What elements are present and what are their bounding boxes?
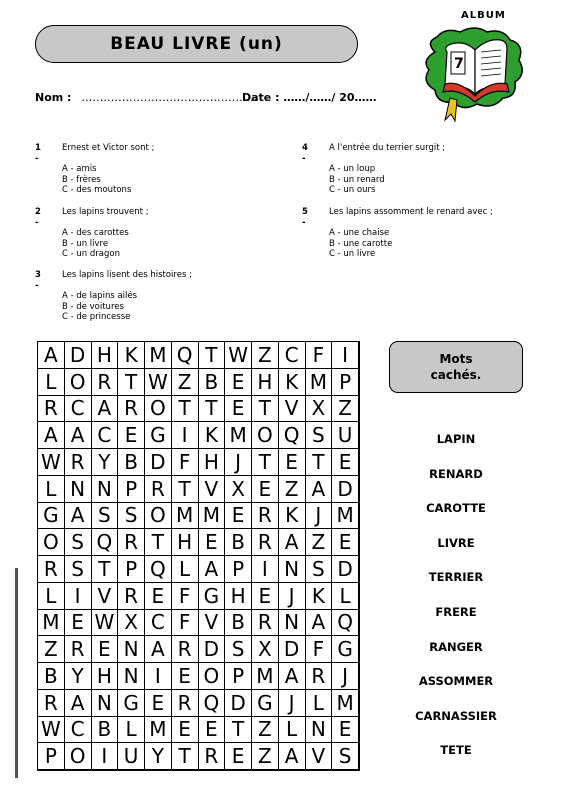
grid-cell[interactable]: E — [332, 717, 359, 744]
grid-cell[interactable]: D — [145, 449, 172, 476]
name-dots: ………………………………………… — [81, 91, 258, 104]
answer-option: A - un loup — [329, 164, 376, 174]
grid-cell[interactable]: L — [38, 476, 65, 503]
hidden-word: TERRIER — [428, 570, 484, 585]
grid-cell[interactable]: L — [306, 690, 333, 717]
grid-cell[interactable]: W — [38, 717, 65, 744]
grid-cell[interactable]: I — [172, 422, 199, 449]
answer-option: C - un dragon — [62, 249, 120, 259]
grid-cell[interactable]: R — [38, 690, 65, 717]
grid-cell[interactable]: Z — [252, 342, 279, 369]
grid-cell[interactable]: F — [306, 636, 333, 663]
grid-cell[interactable]: R — [199, 743, 226, 770]
answer-option: A - amis — [62, 164, 97, 174]
grid-cell[interactable]: P — [118, 556, 145, 583]
grid-cell[interactable]: X — [118, 610, 145, 637]
grid-cell[interactable]: S — [332, 743, 359, 770]
grid-cell[interactable]: T — [145, 529, 172, 556]
answer-option: C - un livre — [329, 249, 376, 259]
grid-cell[interactable]: Z — [252, 743, 279, 770]
hidden-word: LAPIN — [436, 432, 476, 446]
grid-cell[interactable]: R — [252, 503, 279, 530]
answer-option: C - de princesse — [62, 312, 131, 322]
grid-cell[interactable]: Y — [92, 449, 119, 476]
answer-option: C - un ours — [329, 185, 376, 195]
grid-cell[interactable]: V — [279, 396, 306, 423]
question-text: Ernest et Victor sont ; — [62, 143, 155, 153]
grid-cell[interactable]: M — [252, 663, 279, 690]
grid-cell[interactable]: E — [252, 583, 279, 610]
grid-cell[interactable]: H — [252, 369, 279, 396]
grid-cell[interactable]: H — [199, 449, 226, 476]
grid-cell[interactable]: T — [172, 396, 199, 423]
grid-cell[interactable]: O — [145, 503, 172, 530]
grid-cell[interactable]: A — [279, 663, 306, 690]
grid-cell[interactable]: R — [38, 556, 65, 583]
grid-cell[interactable]: W — [225, 342, 252, 369]
grid-cell[interactable]: X — [225, 476, 252, 503]
grid-cell[interactable]: A — [199, 556, 226, 583]
answer-option: A - de lapins ailés — [62, 291, 138, 301]
grid-cell[interactable]: G — [252, 690, 279, 717]
grid-cell[interactable]: M — [306, 369, 333, 396]
grid-cell[interactable]: M — [38, 610, 65, 637]
grid-cell[interactable]: I — [332, 342, 359, 369]
grid-cell[interactable]: I — [92, 743, 119, 770]
hidden-word: CARNASSIER — [415, 708, 497, 723]
grid-cell[interactable]: B — [225, 529, 252, 556]
grid-cell[interactable]: R — [118, 583, 145, 610]
grid-cell[interactable]: J — [279, 583, 306, 610]
grid-cell[interactable]: E — [332, 529, 359, 556]
grid-cell[interactable]: R — [306, 663, 333, 690]
grid-cell[interactable]: R — [92, 369, 119, 396]
grid-cell[interactable]: S — [92, 503, 119, 530]
answer-option: B - un renard — [329, 174, 385, 185]
hidden-word: FRERE — [435, 604, 477, 619]
grid-cell[interactable]: X — [306, 396, 333, 423]
grid-cell[interactable]: A — [279, 743, 306, 770]
grid-cell[interactable]: Z — [38, 636, 65, 663]
grid-cell[interactable]: A — [38, 422, 65, 449]
answer-option: B - un livre — [62, 238, 109, 249]
grid-cell[interactable]: N — [92, 476, 119, 503]
grid-cell[interactable]: L — [172, 556, 199, 583]
grid-cell[interactable]: V — [199, 476, 226, 503]
grid-cell[interactable]: B — [199, 369, 226, 396]
grid-cell[interactable]: V — [199, 610, 226, 637]
grid-cell[interactable]: T — [252, 449, 279, 476]
hidden-word: LIVRE — [437, 535, 475, 550]
hidden-word: RENARD — [429, 466, 483, 481]
grid-cell[interactable]: A — [65, 503, 92, 530]
grid-cell[interactable]: Z — [279, 476, 306, 503]
answer-option: A - des carottes — [62, 228, 129, 238]
grid-cell[interactable]: S — [306, 556, 333, 583]
grid-cell[interactable]: N — [118, 636, 145, 663]
grid-cell[interactable]: F — [172, 610, 199, 637]
grid-cell[interactable]: E — [145, 583, 172, 610]
grid-cell[interactable]: E — [332, 449, 359, 476]
grid-cell[interactable]: A — [65, 422, 92, 449]
grid-cell[interactable]: T — [172, 743, 199, 770]
grid-cell[interactable]: J — [332, 663, 359, 690]
grid-cell[interactable]: R — [65, 636, 92, 663]
album-label: ALBUM — [461, 10, 506, 21]
grid-cell[interactable]: Y — [145, 743, 172, 770]
grid-cell[interactable]: C — [65, 717, 92, 744]
grid-cell[interactable]: C — [92, 422, 119, 449]
grid-cell[interactable]: D — [199, 636, 226, 663]
album-logo — [415, 8, 535, 133]
grid-cell[interactable]: Q — [199, 690, 226, 717]
grid-cell[interactable]: X — [252, 636, 279, 663]
hidden-word: RANGER — [429, 639, 483, 654]
hidden-word: CAROTTE — [426, 501, 486, 516]
name-field — [35, 91, 257, 104]
grid-cell[interactable]: F — [172, 449, 199, 476]
grid-cell[interactable]: D — [225, 690, 252, 717]
grid-cell[interactable]: E — [225, 369, 252, 396]
grid-cell[interactable]: G — [145, 422, 172, 449]
mots-title-line1: Mots — [439, 352, 473, 366]
grid-cell[interactable]: W — [38, 449, 65, 476]
grid-cell[interactable]: O — [38, 529, 65, 556]
grid-cell[interactable]: A — [306, 476, 333, 503]
grid-cell[interactable]: C — [145, 610, 172, 637]
grid-cell[interactable]: K — [118, 342, 145, 369]
grid-cell[interactable]: K — [279, 369, 306, 396]
grid-cell[interactable]: B — [92, 717, 119, 744]
name-label: Nom : — [35, 91, 72, 104]
question-text: Les lapins lisent des histoires ; — [62, 270, 192, 280]
grid-cell[interactable]: H — [92, 342, 119, 369]
grid-cell[interactable]: W — [145, 369, 172, 396]
grid-cell[interactable]: M — [145, 342, 172, 369]
grid-cell[interactable]: D — [279, 636, 306, 663]
grid-cell[interactable]: C — [279, 342, 306, 369]
grid-cell[interactable]: E — [252, 476, 279, 503]
grid-cell[interactable]: S — [65, 529, 92, 556]
grid-cell[interactable]: F — [172, 583, 199, 610]
grid-cell[interactable]: E — [225, 743, 252, 770]
grid-cell[interactable]: T — [118, 369, 145, 396]
grid-cell[interactable]: R — [118, 396, 145, 423]
grid-cell[interactable]: U — [118, 743, 145, 770]
grid-cell[interactable]: P — [38, 743, 65, 770]
grid-cell[interactable]: L — [332, 583, 359, 610]
grid-cell[interactable]: I — [252, 556, 279, 583]
grid-cell[interactable]: T — [306, 449, 333, 476]
grid-cell[interactable]: Z — [332, 396, 359, 423]
question-number: 4 - — [302, 143, 308, 164]
grid-cell[interactable]: R — [65, 449, 92, 476]
grid-cell[interactable]: G — [118, 690, 145, 717]
grid-cell[interactable]: J — [225, 449, 252, 476]
grid-cell[interactable]: O — [199, 663, 226, 690]
grid-cell[interactable]: A — [65, 690, 92, 717]
svg-text:7: 7 — [454, 56, 464, 72]
grid-cell[interactable]: L — [118, 717, 145, 744]
grid-cell[interactable]: E — [225, 396, 252, 423]
grid-cell[interactable]: W — [92, 610, 119, 637]
grid-cell[interactable]: V — [306, 743, 333, 770]
grid-cell[interactable]: R — [172, 636, 199, 663]
grid-cell[interactable]: S — [225, 636, 252, 663]
grid-cell[interactable]: Q — [172, 342, 199, 369]
grid-cell[interactable]: N — [92, 690, 119, 717]
question-text: Les lapins assomment le renard avec ; — [329, 207, 493, 217]
grid-cell[interactable]: M — [199, 503, 226, 530]
grid-cell[interactable]: Q — [92, 529, 119, 556]
grid-cell[interactable]: U — [332, 422, 359, 449]
grid-cell[interactable]: L — [38, 583, 65, 610]
grid-cell[interactable]: N — [279, 556, 306, 583]
grid-cell[interactable]: N — [118, 663, 145, 690]
grid-cell[interactable]: E — [92, 636, 119, 663]
grid-cell[interactable]: Z — [252, 717, 279, 744]
page-title: BEAU LIVRE (un) — [35, 25, 358, 63]
grid-cell[interactable]: K — [306, 583, 333, 610]
grid-cell[interactable]: E — [145, 690, 172, 717]
grid-cell[interactable]: M — [172, 503, 199, 530]
grid-cell[interactable]: M — [332, 503, 359, 530]
answer-option: B - une carotte — [329, 238, 393, 249]
grid-cell[interactable]: E — [199, 529, 226, 556]
grid-cell[interactable]: N — [279, 610, 306, 637]
grid-cell[interactable]: Z — [306, 529, 333, 556]
grid-cell[interactable]: N — [306, 717, 333, 744]
question-number: 5 - — [302, 207, 308, 228]
grid-cell[interactable]: K — [279, 503, 306, 530]
word-search-grid — [37, 341, 360, 771]
grid-cell[interactable]: B — [118, 449, 145, 476]
grid-cell[interactable]: F — [306, 342, 333, 369]
grid-cell[interactable]: R — [118, 529, 145, 556]
answer-option: B - frères — [62, 174, 101, 185]
grid-cell[interactable]: A — [279, 529, 306, 556]
grid-cell[interactable]: R — [38, 396, 65, 423]
grid-cell[interactable]: T — [92, 556, 119, 583]
grid-cell[interactable]: A — [145, 636, 172, 663]
grid-cell[interactable]: P — [225, 556, 252, 583]
grid-cell[interactable]: O — [65, 369, 92, 396]
grid-cell[interactable]: Q — [332, 610, 359, 637]
grid-cell[interactable]: P — [332, 369, 359, 396]
grid-cell[interactable]: T — [199, 342, 226, 369]
grid-cell[interactable]: J — [279, 690, 306, 717]
answer-option: B - de voitures — [62, 301, 124, 312]
grid-cell[interactable]: M — [145, 717, 172, 744]
grid-cell[interactable]: H — [172, 529, 199, 556]
grid-cell[interactable]: E — [172, 663, 199, 690]
hidden-word: TETE — [440, 743, 472, 758]
question-text: Les lapins trouvent ; — [62, 207, 149, 217]
grid-cell[interactable]: I — [145, 663, 172, 690]
grid-cell[interactable]: E — [65, 610, 92, 637]
grid-cell[interactable]: P — [118, 476, 145, 503]
grid-cell[interactable]: T — [199, 396, 226, 423]
grid-cell[interactable]: M — [225, 422, 252, 449]
grid-cell[interactable]: S — [118, 503, 145, 530]
grid-cell[interactable]: T — [225, 717, 252, 744]
hidden-word: ASSOMMER — [418, 674, 494, 689]
mots-title-line2: cachés. — [430, 368, 482, 382]
question-text: A l'entrée du terrier surgit ; — [329, 143, 446, 153]
grid-cell[interactable]: R — [172, 690, 199, 717]
grid-cell[interactable]: Q — [279, 422, 306, 449]
grid-cell[interactable]: E — [279, 449, 306, 476]
question-number: 3 - — [35, 270, 41, 291]
grid-cell[interactable]: I — [65, 583, 92, 610]
margin-bar — [15, 568, 18, 778]
grid-cell[interactable]: N — [65, 476, 92, 503]
grid-cell[interactable]: C — [65, 396, 92, 423]
mots-caches-box — [389, 341, 523, 393]
grid-cell[interactable]: D — [332, 476, 359, 503]
grid-cell[interactable]: G — [332, 636, 359, 663]
grid-cell[interactable]: L — [279, 717, 306, 744]
grid-cell[interactable]: R — [252, 610, 279, 637]
question-number: 2 - — [35, 207, 41, 228]
grid-cell[interactable]: Q — [145, 556, 172, 583]
date-field: Date : ……/……/ 20…… — [242, 91, 377, 104]
grid-cell[interactable]: H — [225, 583, 252, 610]
grid-cell[interactable]: Y — [65, 663, 92, 690]
grid-cell[interactable]: H — [92, 663, 119, 690]
grid-cell[interactable]: G — [38, 503, 65, 530]
grid-cell[interactable]: B — [38, 663, 65, 690]
grid-cell[interactable]: O — [145, 396, 172, 423]
grid-cell[interactable]: O — [65, 743, 92, 770]
grid-cell[interactable]: R — [252, 529, 279, 556]
answer-option: C - des moutons — [62, 185, 132, 195]
answer-option: A - une chaise — [329, 228, 390, 238]
grid-cell[interactable]: G — [199, 583, 226, 610]
grid-cell[interactable]: L — [38, 369, 65, 396]
grid-cell[interactable]: S — [306, 422, 333, 449]
grid-cell[interactable]: V — [92, 583, 119, 610]
question-number: 1 - — [35, 143, 41, 164]
grid-cell[interactable]: A — [306, 610, 333, 637]
grid-cell[interactable]: T — [172, 476, 199, 503]
grid-cell[interactable]: R — [145, 476, 172, 503]
grid-cell[interactable]: K — [199, 422, 226, 449]
grid-cell[interactable]: S — [65, 556, 92, 583]
grid-cell[interactable]: P — [225, 663, 252, 690]
word-list — [391, 430, 521, 776]
grid-cell[interactable]: O — [252, 422, 279, 449]
grid-cell[interactable]: E — [118, 422, 145, 449]
grid-cell[interactable]: D — [332, 556, 359, 583]
grid-cell[interactable]: Z — [172, 369, 199, 396]
book-clipart-icon — [415, 22, 535, 132]
grid-cell[interactable]: T — [252, 396, 279, 423]
grid-cell[interactable]: E — [172, 717, 199, 744]
grid-cell[interactable]: B — [225, 610, 252, 637]
grid-cell[interactable]: A — [92, 396, 119, 423]
grid-cell[interactable]: E — [225, 503, 252, 530]
grid-cell[interactable]: A — [38, 342, 65, 369]
grid-cell[interactable]: E — [199, 717, 226, 744]
grid-cell[interactable]: M — [332, 690, 359, 717]
grid-cell[interactable]: D — [65, 342, 92, 369]
grid-cell[interactable]: J — [306, 503, 333, 530]
